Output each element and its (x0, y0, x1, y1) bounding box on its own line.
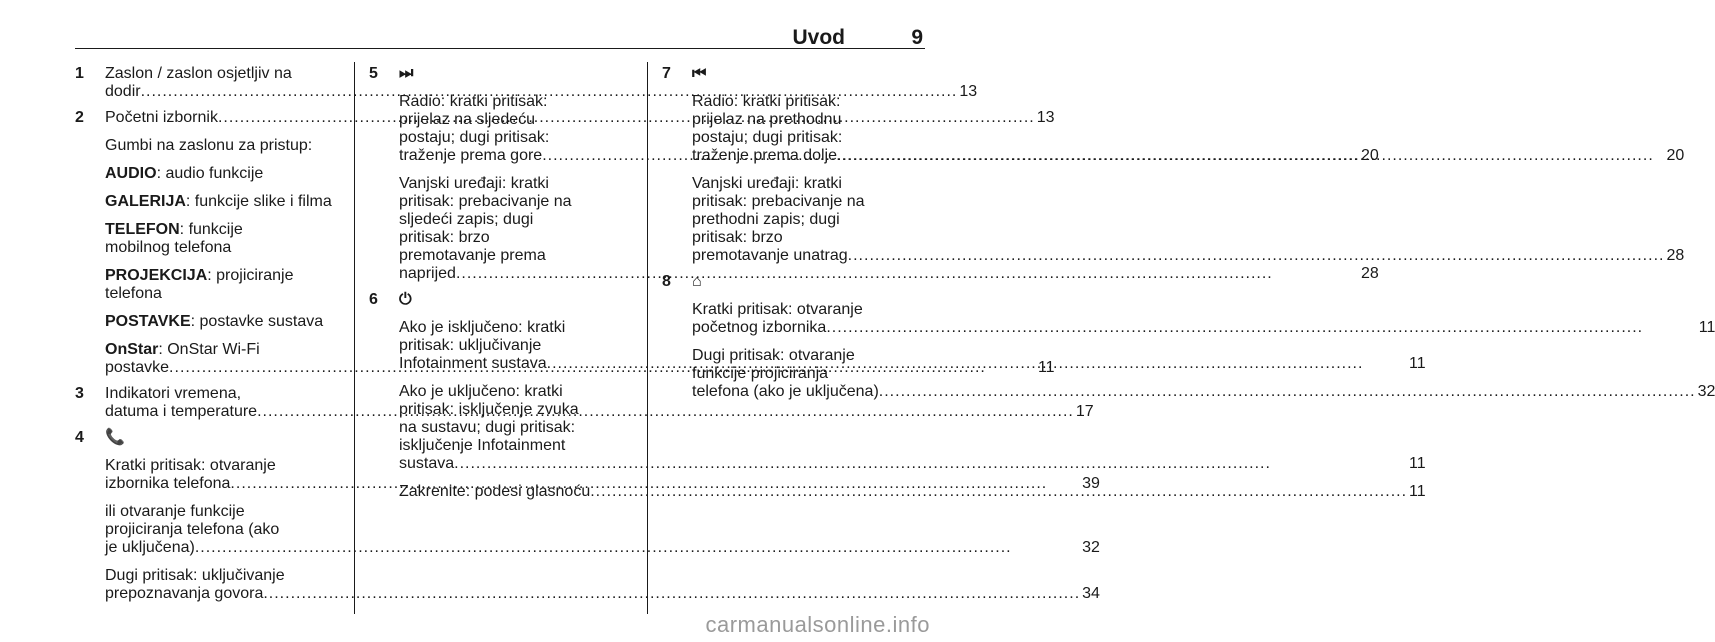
entry-text: premotavanje prema (399, 247, 546, 264)
entry-text: telefona (105, 285, 162, 302)
entry-text: Radio: kratki pritisak: (692, 93, 841, 110)
page-ref: 11 (1037, 359, 1055, 376)
toc-line[interactable]: traženje prema gore ..... 20 (399, 147, 1379, 165)
entry-text: Dugi pritisak: otvaranje (692, 347, 855, 364)
menu-item-galerija: GALERIJA: funkcije slike i filma (105, 193, 332, 210)
entry-number: 3 (75, 385, 84, 402)
toc-line[interactable]: traženje prema dolje ..... 20 (692, 147, 1684, 165)
menu-item-projekcija: PROJEKCIJA: projiciranje (105, 267, 294, 284)
entry-text: prethodni zapis; dugi (692, 211, 840, 228)
page-ref: 20 (1360, 147, 1379, 164)
entry-text: prijelaz na sljedeću (399, 111, 536, 128)
entry-text: pritisak: uključivanje (399, 337, 542, 354)
page-ref: 32 (1697, 383, 1715, 400)
entry-number: 2 (75, 109, 84, 126)
entry-number: 1 (75, 65, 84, 82)
entry-text: postaju; dugi pritisak: (399, 129, 550, 146)
toc-line[interactable]: prepoznavanja govora ..... 34 (105, 585, 1100, 603)
entry-text: isključenje Infotainment (399, 437, 566, 454)
page-ref: 13 (959, 83, 978, 100)
page-ref: 34 (1082, 585, 1100, 602)
entry-text: Vanjski uređaji: kratki (692, 175, 842, 192)
page-ref: 11 (1409, 455, 1426, 472)
toc-line[interactable]: postavke ..... 11 (105, 359, 1055, 377)
entry-text: Ako je uključeno: kratki (399, 383, 563, 400)
entry-number: 8 (662, 273, 671, 290)
entry-text: na sustavu; dugi pritisak: (399, 419, 576, 436)
previous-track-icon: ⏮ (692, 65, 707, 82)
entry-text: Radio: kratki pritisak: (399, 93, 548, 110)
menu-item-telefon: TELEFON: funkcije (105, 221, 243, 238)
page-ref: 13 (1036, 109, 1055, 126)
page-header (75, 26, 925, 49)
entry-text: pritisak: brzo (399, 229, 490, 246)
watermark: carmanualsonline.info (705, 612, 930, 637)
page-ref: 11 (1409, 355, 1426, 372)
page-ref: 20 (1666, 147, 1685, 164)
toc-line[interactable]: izbornika telefona ..... 39 (105, 475, 1100, 493)
page-ref: 28 (1666, 247, 1685, 264)
next-track-icon: ⏭ (399, 65, 414, 82)
toc-line[interactable]: je uključena) ..... 32 (105, 539, 1100, 557)
entry-text: Ako je isključeno: kratki (399, 319, 566, 336)
toc-line[interactable]: Zakrenite: podesi glasnoću ..... 11 (399, 483, 1426, 501)
entry-text: pritisak: prebacivanje na (399, 193, 572, 210)
entry-text: Indikatori vremena, (105, 385, 242, 402)
entry-text: Dugi pritisak: uključivanje (105, 567, 285, 584)
page-ref: 28 (1360, 265, 1379, 282)
entry-text: pritisak: prebacivanje na (692, 193, 865, 210)
entry-text: postaju; dugi pritisak: (692, 129, 843, 146)
entry-text: Kratki pritisak: otvaranje (692, 301, 863, 318)
entry-text: pritisak: isključenje zvuka (399, 401, 579, 418)
menu-item-audio: AUDIO: audio funkcije (105, 165, 264, 182)
toc-line[interactable]: premotavanje unatrag ..... 28 (692, 247, 1684, 265)
toc-line[interactable]: dodir ..... 13 (105, 83, 977, 101)
power-icon: ⏻ (399, 291, 412, 308)
section-title: Uvod (792, 26, 845, 49)
phone-icon: 📞 (105, 429, 125, 446)
entry-text: funkcije projiciranja (692, 365, 829, 382)
entry-number: 7 (662, 65, 671, 82)
toc-line[interactable]: sustava ..... 11 (399, 455, 1426, 473)
toc-line[interactable]: telefona (ako je uključena) ..... 32 (692, 383, 1715, 401)
toc-line[interactable]: početnog izbornika ..... 11 (692, 319, 1715, 337)
menu-item-onstar: OnStar: OnStar Wi-Fi (105, 341, 260, 358)
entry-1 (75, 65, 978, 101)
entry-text: prijelaz na prethodnu (692, 111, 842, 128)
entry-text: sljedeći zapis; dugi (399, 211, 534, 228)
toc-line[interactable]: naprijed ..... 28 (399, 265, 1379, 283)
page-ref: 11 (1409, 483, 1426, 500)
entry-number: 4 (75, 429, 84, 446)
entry-text: Vanjski uređaji: kratki (399, 175, 549, 192)
entry-text: Gumbi na zaslonu za pristup: (105, 137, 313, 154)
menu-item-postavke: POSTAVKE: postavke sustava (105, 313, 324, 330)
entry-text: mobilnog telefona (105, 239, 232, 256)
entry-number: 6 (369, 291, 378, 308)
page-ref: 17 (1075, 403, 1094, 420)
toc-line[interactable]: Početni izbornik ..... 13 (105, 109, 1055, 127)
page-number: 9 (911, 26, 923, 49)
entry-text: Kratki pritisak: otvaranje (105, 457, 276, 474)
page-ref: 39 (1082, 475, 1100, 492)
entry-number: 5 (369, 65, 378, 82)
entry-text: projiciranja telefona (ako (105, 521, 280, 538)
toc-line[interactable]: Infotainment sustava ..... 11 (399, 355, 1426, 373)
entry-text: Zaslon / zaslon osjetljiv na (105, 65, 292, 82)
page-ref: 11 (1698, 319, 1715, 336)
home-icon: ⌂ (692, 273, 702, 290)
toc-line[interactable]: datuma i temperature ..... 17 (105, 403, 1094, 421)
page-ref: 32 (1082, 539, 1100, 556)
entry-text: ili otvaranje funkcije (105, 503, 245, 520)
entry-text: pritisak: brzo (692, 229, 783, 246)
